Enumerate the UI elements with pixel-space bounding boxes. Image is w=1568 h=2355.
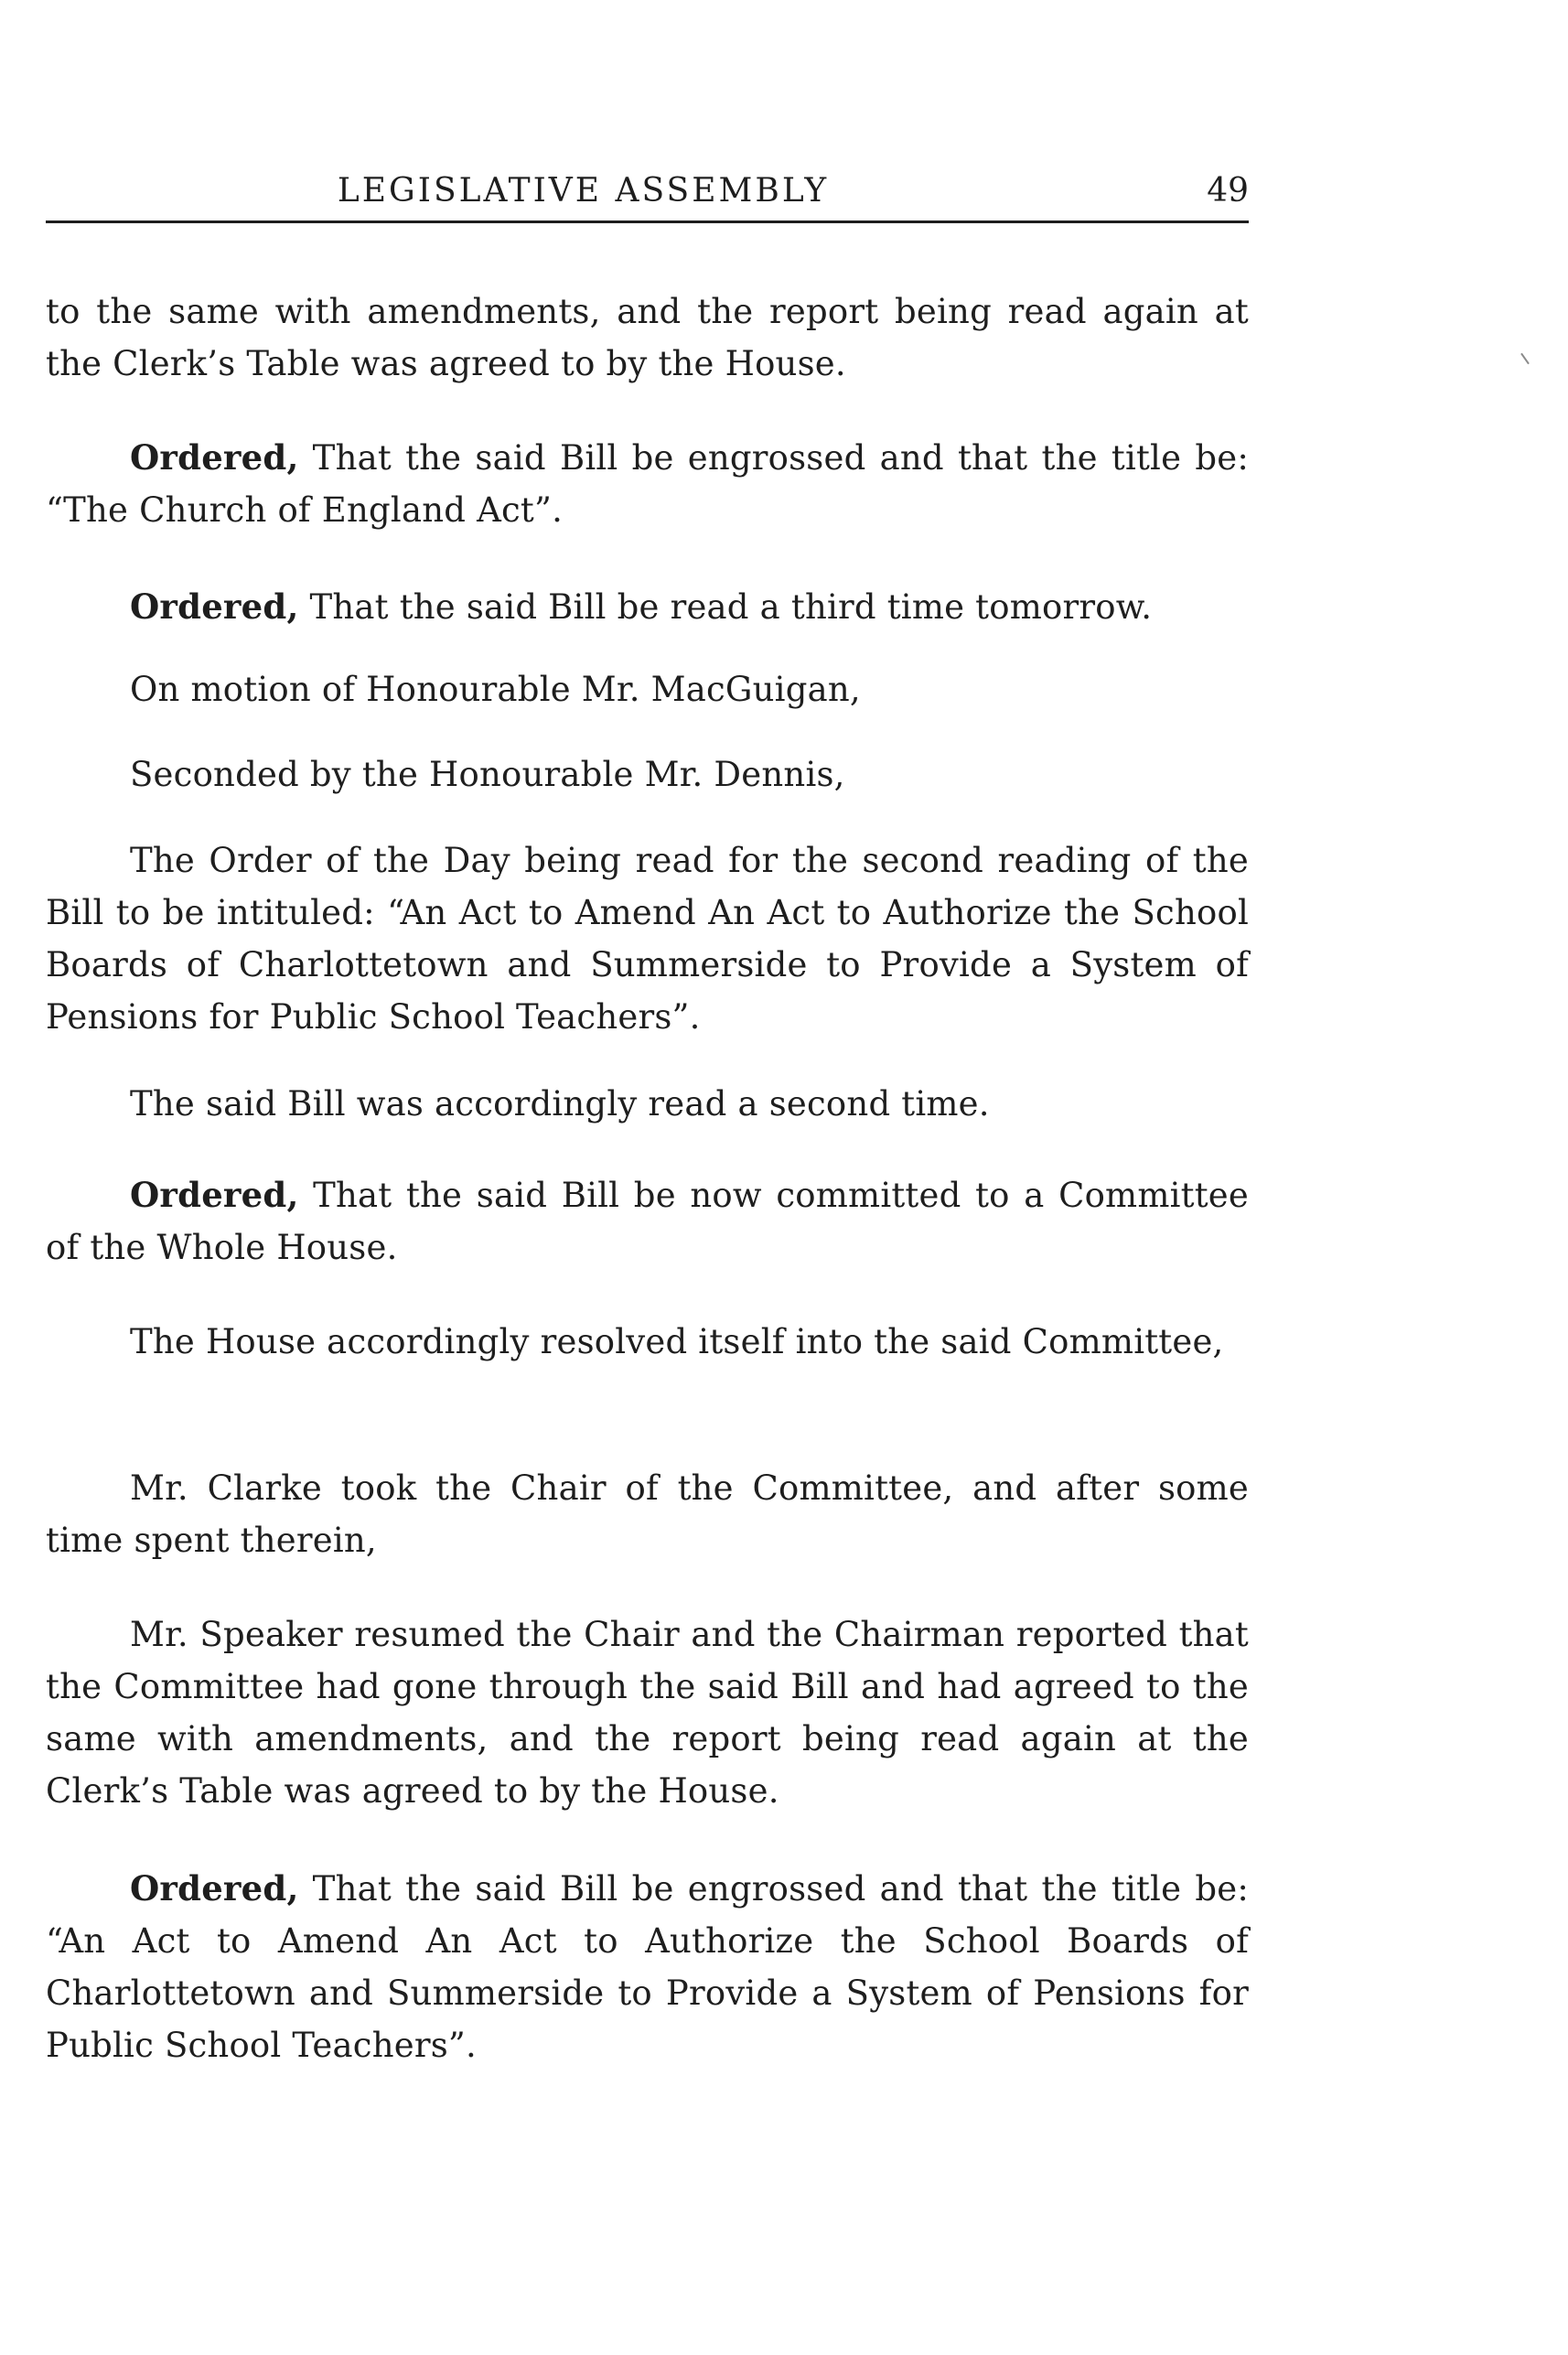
paragraph-ordered-committed <box>46 1169 1249 1274</box>
paragraph-text: The said Bill was accordingly read a second time. <box>130 1084 990 1124</box>
paragraph-speaker-resumed <box>46 1608 1249 1817</box>
paragraph-text: Mr. Speaker resumed the Chair and the Chairman reported that the Committee had gone through the said Bill and had agreed to the same with amendments, and the report being read again at the Clerk’s Table was agreed to by the House. <box>46 1615 1249 1811</box>
paragraph-text: Seconded by the Honourable Mr. Dennis, <box>130 755 845 794</box>
paragraph-continuation <box>46 285 1249 390</box>
ordered-lead: Ordered, <box>130 1868 299 1909</box>
page-number: 49 <box>1207 172 1249 210</box>
paragraph-ordered-engrossed <box>46 432 1249 536</box>
running-head <box>46 167 1249 220</box>
ordered-lead: Ordered, <box>130 437 299 478</box>
running-title: LEGISLATIVE ASSEMBLY <box>337 172 830 210</box>
paragraph-text: That the said Bill be engrossed and that the title be: “An Act to Amend An Act to Authorize the School Boards of Charlottetown and Summerside to Provide a System of Pensions for Public School Teachers”. <box>46 1869 1249 2065</box>
scan-speck <box>1520 353 1530 365</box>
paragraph-resolved-committee <box>46 1316 1249 1368</box>
paragraph-text: That the said Bill be engrossed and that the title be: “The Church of England Act”. <box>46 438 1249 530</box>
paragraph-text: to the same with amendments, and the report being read again at the Clerk’s Table was agreed to by the House. <box>46 292 1249 383</box>
paragraph-second-reading <box>46 1078 1249 1130</box>
paragraph-text: The House accordingly resolved itself into the said Committee, <box>130 1322 1224 1361</box>
ordered-lead: Ordered, <box>130 1175 299 1215</box>
header-rule <box>46 220 1249 223</box>
paragraph-order-of-day <box>46 834 1249 1043</box>
paragraph-ordered-third-reading <box>46 581 1249 633</box>
paragraph-chair-taken <box>46 1462 1249 1566</box>
paragraph-text: That the said Bill be read a third time tomorrow. <box>298 587 1153 627</box>
paragraph-motion <box>46 663 1249 715</box>
paragraph-ordered-title <box>46 1863 1249 2071</box>
paragraph-text: On motion of Honourable Mr. MacGuigan, <box>130 670 861 709</box>
ordered-lead: Ordered, <box>130 586 299 627</box>
paragraph-text: The Order of the Day being read for the second reading of the Bill to be intituled: “An Act to Amend An Act to Authorize the School Boards of Charlottetown and Summerside to Provide a System of Pensions for Public School Teachers”. <box>46 841 1249 1037</box>
paragraph-text: Mr. Clarke took the Chair of the Committee, and after some time spent therein, <box>46 1468 1249 1560</box>
paragraph-seconded <box>46 748 1249 801</box>
paragraph-text: That the said Bill be now committed to a Committee of the Whole House. <box>46 1176 1249 1267</box>
